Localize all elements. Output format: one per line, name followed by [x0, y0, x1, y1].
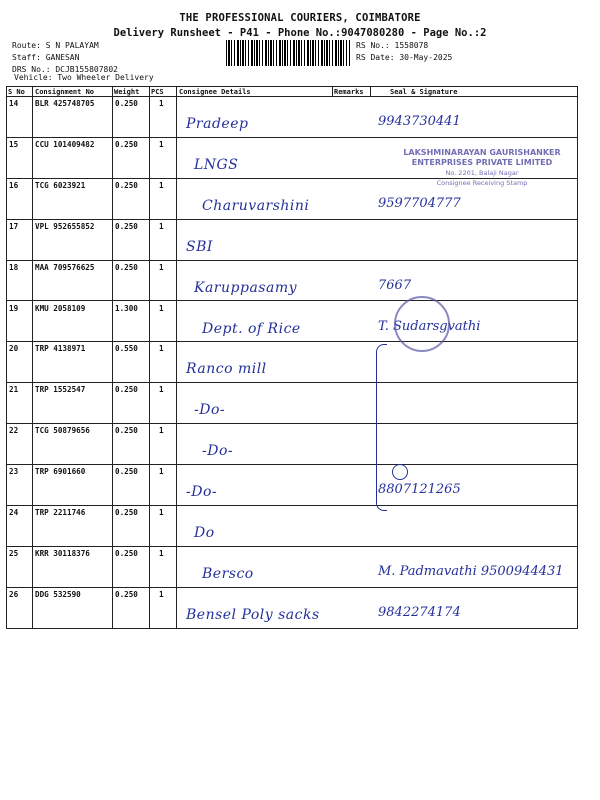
- stamp-line4: Consignee Receiving Stamp: [436, 179, 528, 187]
- cell-consignment-no: KMU 2058109: [35, 303, 86, 313]
- cell-signature-handwritten: T. Sudarsgvathi: [378, 318, 481, 334]
- table-row: [6, 505, 578, 546]
- ditto-bracket-mark: [376, 344, 387, 511]
- cell-weight: 1.300: [115, 303, 138, 313]
- cell-consignment-no: CCU 101409482: [35, 139, 95, 149]
- table-row: [6, 301, 578, 342]
- table-row: [6, 382, 578, 423]
- header-consignment: Consignment No: [35, 88, 95, 96]
- cell-weight: 0.250: [115, 548, 138, 558]
- cell-consignee-handwritten: Do: [194, 525, 215, 541]
- cell-weight: 0.250: [115, 180, 138, 190]
- cell-consignee-handwritten: -Do-: [194, 402, 226, 419]
- cell-consignee-handwritten: -Do-: [186, 484, 218, 501]
- runsheet-subtitle: Delivery Runsheet - P41 - Phone No.:9047080280 - Page No.:2: [113, 27, 487, 39]
- cell-sno: 14: [9, 99, 19, 108]
- cell-consignment-no: TRP 2211746: [35, 508, 86, 517]
- header-remarks: Remarks: [334, 88, 364, 96]
- cell-pcs: 1: [159, 467, 164, 477]
- cell-sno: 22: [9, 426, 19, 436]
- cell-pcs: 1: [159, 99, 164, 108]
- cell-consignment-no: TCG 6023921: [35, 180, 86, 190]
- table-border-top: [6, 86, 578, 87]
- cell-consignee-handwritten: Ranco mill: [186, 361, 267, 378]
- runsheet-title: THE PROFESSIONAL COURIERS, COIMBATORE: [179, 12, 421, 24]
- stamp-line2: ENTERPRISES PRIVATE LIMITED: [411, 158, 553, 167]
- cell-pcs: 1: [159, 262, 164, 272]
- drs-label: DRS No.: DCJB155807802: [12, 65, 118, 74]
- header-consignee: Consignee Details: [179, 88, 251, 96]
- cell-pcs: 1: [159, 589, 164, 599]
- cell-consignment-no: KRR 30118376: [35, 548, 90, 558]
- cell-sno: 18: [9, 262, 19, 272]
- table-row: [6, 546, 578, 587]
- cell-consignment-no: VPL 952655852: [35, 221, 95, 231]
- cell-consignment-no: BLR 425748705: [35, 99, 95, 108]
- table-row: [6, 341, 578, 382]
- stamp-line1: LAKSHMINARAYAN GAURISHANKER: [403, 148, 561, 157]
- runsheet-meta-right: [356, 40, 452, 64]
- cell-sno: 24: [9, 508, 19, 517]
- cell-consignee-handwritten: Pradeep: [186, 116, 249, 132]
- company-stamp: [382, 148, 582, 188]
- cell-pcs: 1: [159, 385, 164, 395]
- cell-weight: 0.550: [115, 344, 138, 354]
- cell-sno: 23: [9, 467, 19, 477]
- cell-sno: 16: [9, 180, 19, 190]
- cell-consignment-no: MAA 709576625: [35, 262, 95, 272]
- header-seal: Seal & Signature: [390, 88, 458, 96]
- table-row: [6, 96, 578, 137]
- cell-consignee-handwritten: Dept. of Rice: [202, 320, 301, 337]
- cell-sno: 25: [9, 548, 19, 558]
- row-divider: [6, 628, 578, 629]
- cell-consignee-handwritten: -Do-: [202, 443, 234, 460]
- cell-consignment-no: TRP 1552547: [35, 385, 86, 395]
- cell-consignment-no: TCG 50879656: [35, 426, 90, 436]
- cell-consignee-handwritten: LNGS: [194, 156, 239, 173]
- header-pcs: PCS: [151, 88, 164, 96]
- cell-signature-handwritten: 8807121265: [378, 482, 461, 498]
- rs-no-label: RS No.: 1558078: [356, 41, 429, 50]
- cell-signature-handwritten: 9597704777: [378, 195, 461, 211]
- cell-consignment-no: TRP 6901660: [35, 467, 86, 477]
- department-round-stamp: [394, 296, 450, 352]
- cell-consignment-no: TRP 4138971: [35, 344, 86, 354]
- cell-weight: 0.250: [115, 221, 138, 231]
- cell-pcs: 1: [159, 303, 164, 313]
- cell-weight: 0.250: [115, 467, 138, 477]
- cell-pcs: 1: [159, 426, 164, 436]
- cell-signature-handwritten: M. Padmavathi 9500944431: [378, 563, 564, 579]
- cell-weight: 0.250: [115, 385, 138, 395]
- cell-consignment-no: DDG 532590: [35, 589, 81, 599]
- runsheet-table: [6, 86, 578, 629]
- header-weight: Weight: [114, 88, 140, 96]
- table-row: [6, 219, 578, 260]
- cell-sno: 17: [9, 221, 19, 231]
- table-row: [6, 464, 578, 505]
- col-divider-consignee: [332, 86, 333, 96]
- cell-weight: 0.250: [115, 426, 138, 436]
- cell-sno: 15: [9, 139, 19, 149]
- circled-number-mark: [392, 464, 408, 480]
- header-sno: S No: [8, 88, 25, 96]
- cell-pcs: 1: [159, 139, 164, 149]
- cell-pcs: 1: [159, 180, 164, 190]
- table-row: [6, 260, 578, 301]
- cell-pcs: 1: [159, 548, 164, 558]
- cell-consignee-handwritten: SBI: [186, 238, 213, 255]
- cell-consignee-handwritten: Bersco: [202, 565, 254, 582]
- cell-signature-handwritten: 9943730441: [378, 114, 461, 129]
- cell-weight: 0.250: [115, 139, 138, 149]
- cell-sno: 21: [9, 385, 19, 395]
- cell-consignee-handwritten: Charuvarshini: [202, 197, 310, 214]
- cell-pcs: 1: [159, 221, 164, 231]
- table-row: [6, 423, 578, 464]
- cell-sno: 26: [9, 589, 19, 599]
- cell-pcs: 1: [159, 508, 164, 517]
- runsheet-meta-left: [12, 40, 118, 76]
- cell-weight: 0.250: [115, 589, 138, 599]
- col-divider-remarks: [370, 86, 371, 96]
- rs-date-label: RS Date: 30-May-2025: [356, 53, 453, 62]
- cell-sno: 20: [9, 344, 19, 354]
- table-row: [6, 587, 578, 628]
- staff-label: Staff: GANESAN: [12, 53, 80, 62]
- barcode-image: [226, 40, 350, 66]
- cell-weight: 0.250: [115, 508, 138, 517]
- cell-weight: 0.250: [115, 99, 138, 108]
- cell-signature-handwritten: 9842274174: [378, 604, 461, 620]
- route-label: Route: S N PALAYAM: [12, 41, 99, 50]
- vehicle-label: Vehicle: Two Wheeler Delivery: [14, 73, 154, 82]
- cell-sno: 19: [9, 303, 19, 313]
- cell-consignee-handwritten: Bensel Poly sacks: [186, 606, 320, 623]
- cell-consignee-handwritten: Karuppasamy: [194, 279, 298, 296]
- stamp-line3: No. 2201, Balaji Nagar: [445, 169, 519, 177]
- cell-weight: 0.250: [115, 262, 138, 272]
- cell-signature-handwritten: 7667: [378, 277, 412, 293]
- cell-pcs: 1: [159, 344, 164, 354]
